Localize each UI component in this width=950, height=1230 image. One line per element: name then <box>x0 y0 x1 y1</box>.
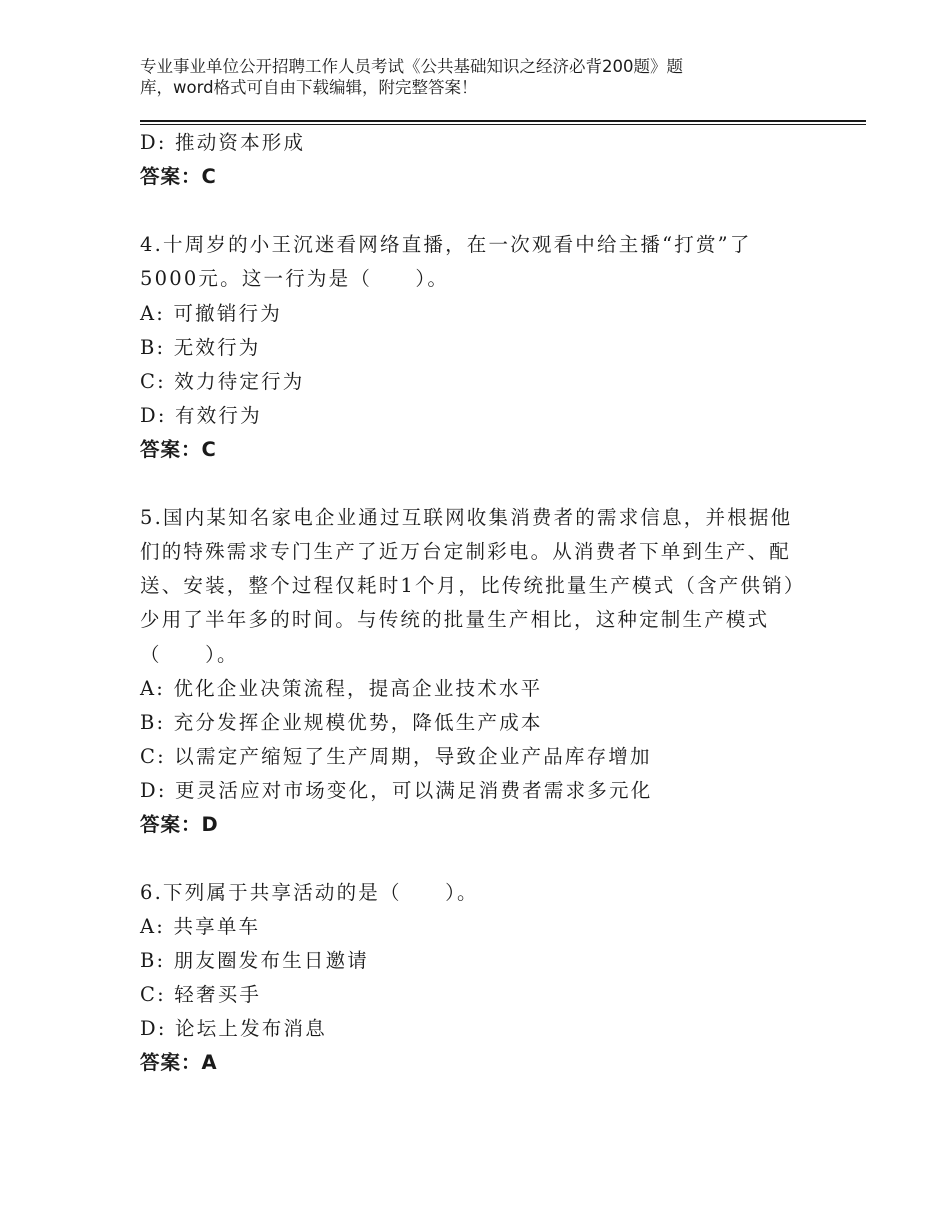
option-b: B: 充分发挥企业规模优势，降低生产成本 <box>140 711 543 735</box>
option-d: D: 推动资本形成 <box>140 131 306 154</box>
document-body <box>140 126 820 1080</box>
spacer <box>140 194 820 228</box>
spacer <box>140 467 820 501</box>
option-a: A: 共享单车 <box>140 915 261 939</box>
answer-line: 答案：C <box>140 165 217 188</box>
option-d: D: 有效行为 <box>140 403 262 427</box>
option-c: C: 轻奢买手 <box>140 983 262 1007</box>
option-d: D: 论坛上发布消息 <box>140 1017 327 1041</box>
option-c: C: 以需定产缩短了生产周期，导致企业产品库存增加 <box>140 745 652 769</box>
option-c: C: 效力待定行为 <box>140 369 305 393</box>
spacer <box>140 842 820 876</box>
option-b: B: 无效行为 <box>140 335 261 359</box>
answer-line: 答案：D <box>140 813 219 837</box>
question-5 <box>140 501 820 842</box>
option-a: A: 优化企业决策流程，提高企业技术水平 <box>140 677 543 701</box>
question-stem: 6.下列属于共享活动的是（ ）。 <box>140 881 479 905</box>
header-title-line-2: 库，word格式可自由下载编辑，附完整答案！ <box>140 78 478 97</box>
question-stem: 5.国内某知名家电企业通过互联网收集消费者的需求信息，并根据他们的特殊需求专门生产了近万台定制彩电。从消费者下单到生产、配送、安装，整个过程仅耗时1个月，比传统批量生产模式（含产供销）少用了半年多的时间。与传统的批量生产相比，这种定制生产模式（ ）。 <box>140 505 796 666</box>
answer-line: 答案：A <box>140 1051 218 1075</box>
header-title-line-1: 专业事业单位公开招聘工作人员考试《公共基础知识之经济必背200题》题 <box>140 57 683 76</box>
option-b: B: 朋友圈发布生日邀请 <box>140 949 369 973</box>
question-stem: 4.十周岁的小王沉迷看网络直播，在一次观看中给主播“打赏”了5000元。这一行为是（ ）。 <box>140 233 752 291</box>
header-rule-thick <box>140 120 866 122</box>
option-d: D: 更灵活应对市场变化，可以满足消费者需求多元化 <box>140 779 653 803</box>
page-header <box>140 56 780 98</box>
option-a: A: 可撤销行为 <box>140 301 282 325</box>
answer-line: 答案：C <box>140 437 217 461</box>
header-rule-thin <box>140 124 866 125</box>
question-6 <box>140 876 820 1080</box>
question-4 <box>140 228 820 467</box>
